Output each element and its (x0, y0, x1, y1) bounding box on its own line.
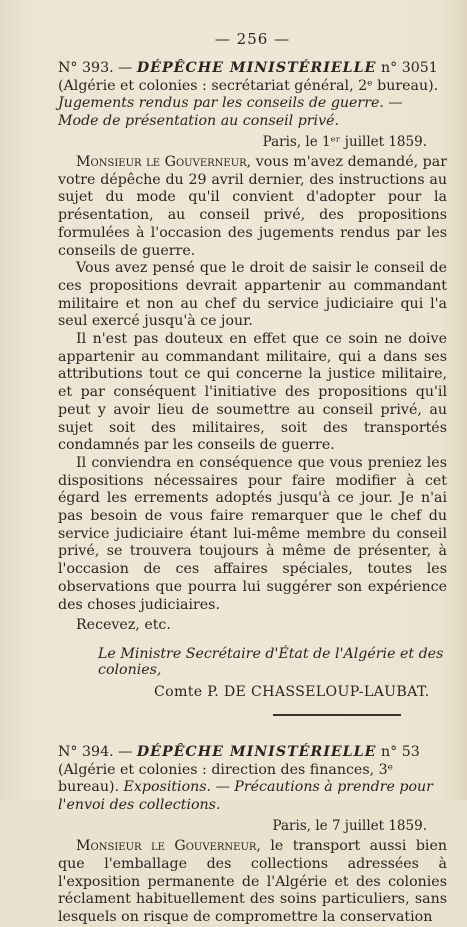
page-number: — 256 — (214, 30, 291, 48)
entry-subject: Expositions. — Précautions à prendre pour l'envoi des collections. (58, 779, 433, 813)
closing: Recevez, etc. (76, 617, 171, 634)
salutation: Monsieur le Gouverneur (76, 838, 257, 855)
separator-rule (273, 714, 401, 716)
place-date: Paris, le 1ᵉʳ juillet 1859. (262, 134, 427, 150)
entry-reference: n° 53 (Algérie et colonies : direction des finances, 3ᵉ bureau). (58, 744, 420, 796)
signature-name: Comte P. DE CHASSELOUP-LAUBAT. (154, 684, 430, 701)
place-date: Paris, le 7 juillet 1859. (272, 818, 427, 835)
paragraph-text: , le transport aussi bien que l'emballage des collections adressées à l'exposition permanente de l'Algérie et des colonies réclament habituellement des soins particuliers, sans lesquels on risque de compromettre la conservation (58, 838, 447, 926)
paragraph: Vous avez pensé que le droit de saisir le conseil de ces propositions devrait appartenir au commandant militaire et non au chef du service judiciaire qui l'a seul exercé jusqu'à ce jour. (58, 260, 447, 330)
salutation: Monsieur le Gouverneur (76, 154, 247, 170)
entry-394-heading (58, 744, 447, 814)
paragraph: Il conviendra en conséquence que vous preniez les dispositions nécessaires pour faire modifier à cet égard les errements adoptés jusqu'à ce jour. Je n'ai pas besoin de vous faire remarquer que le chef du service judiciaire étant lui-même membre du conseil privé, se trouvera toujours à même de présenter, à l'occasion de ces affaires spéciales, toutes les observations que pourra lui suggérer son expérience des choses judiciaires. (58, 454, 447, 613)
paragraph: Il n'est pas douteux en effet que ce soin ne doive appartenir au commandant militaire, qui a dans ses attributions tout ce qui concerne la justice militaire, et par conséquent l'initiative des propositions qu'il peut y avoir lieu de soumettre au conseil privé, au sujet soit des militaires, soit des transportés condamnés par les conseils de guerre. (58, 331, 447, 454)
entry-number: N° 394. (58, 744, 114, 761)
entry-reference: n° 3051 (Algérie et colonies : secrétariat général, 2ᵉ bureau). (58, 60, 439, 94)
entry-number: N° 393. (58, 60, 114, 76)
entry-kind: DÉPÊCHE MINISTÉRIELLE (136, 744, 377, 761)
entry-kind: DÉPÊCHE MINISTÉRIELLE (136, 60, 377, 76)
entry-subject: Jugements rendus par les conseils de guerre. — Mode de présentation au conseil privé. (58, 95, 403, 129)
paragraph (58, 838, 447, 927)
paragraph (58, 154, 447, 260)
dash: — (113, 744, 137, 761)
paragraph-text: , vous m'avez demandé, par votre dépêche du 29 avril dernier, des instructions au sujet du mode qu'il convient d'adopter pour la présentation, au conseil privé, des propositions formulées à l'occasion des jugements rendus par les conseils de guerre. (58, 154, 447, 259)
signature-title: Le Ministre Secrétaire d'État de l'Algérie et des colonies, (98, 646, 444, 679)
dash: — (113, 60, 137, 76)
entry-393-heading (58, 60, 447, 130)
